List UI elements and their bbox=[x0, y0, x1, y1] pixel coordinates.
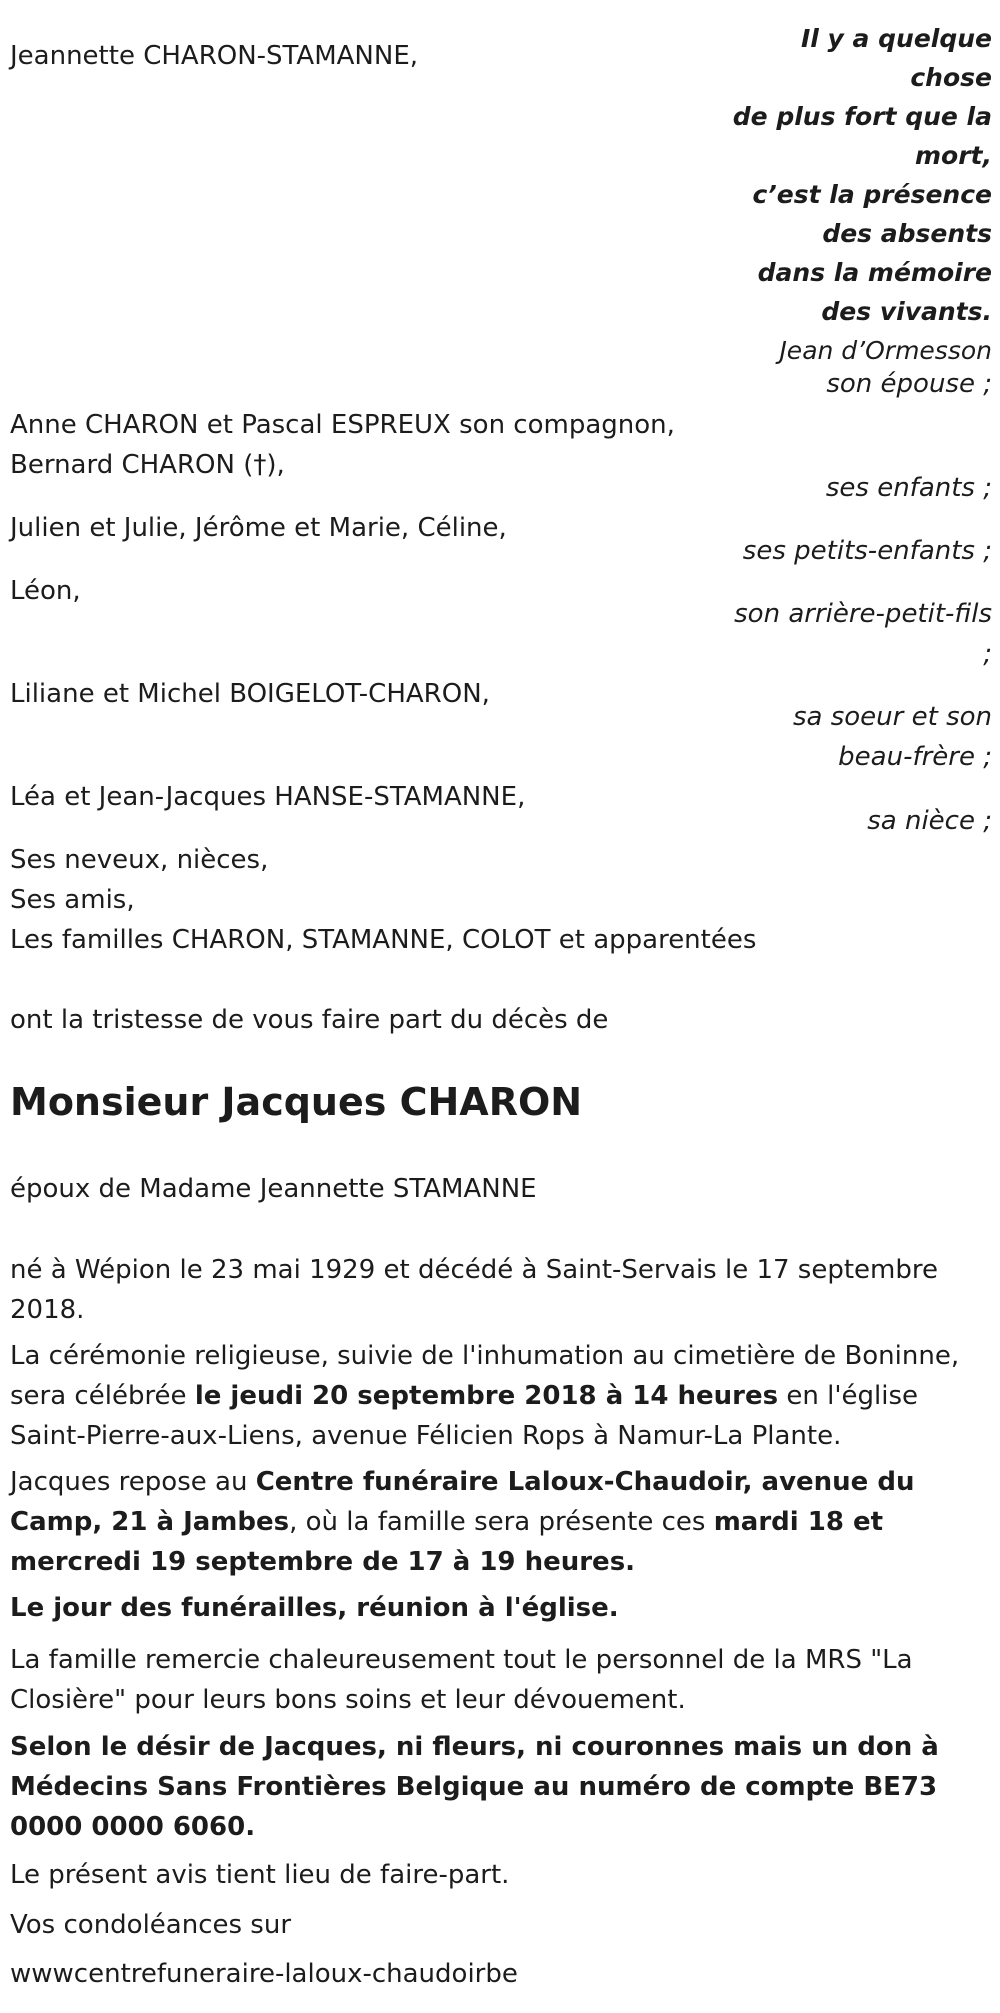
niece-names: Léa et Jean-Jacques HANSE-STAMANNE, bbox=[10, 782, 526, 812]
role-sister-line-2: beau-frère ; bbox=[838, 742, 992, 772]
others-line-3: Les familles CHARON, STAMANNE, COLOT et apparentées bbox=[10, 925, 757, 955]
quote-author: Jean d’Ormesson bbox=[779, 336, 992, 365]
children-line-1: Anne CHARON et Pascal ESPREUX son compagnon, bbox=[10, 410, 675, 440]
repose-text: Jacques repose au bbox=[10, 1467, 256, 1497]
role-grandchildren: ses petits-enfants ; bbox=[742, 536, 992, 566]
quote-line: des vivants. bbox=[821, 297, 992, 326]
quote-block bbox=[692, 19, 992, 370]
repose-paragraph bbox=[10, 1462, 985, 1582]
role-sister-line-1: sa soeur et son bbox=[792, 702, 992, 732]
announcement: ont la tristesse de vous faire part du décès de bbox=[10, 1005, 609, 1035]
spouse-name: Jeannette CHARON-STAMANNE, bbox=[10, 41, 419, 71]
repose-hours: mardi 18 et mercredi 19 septembre de 17 à 19 heures. bbox=[10, 1507, 884, 1577]
repose-text-middle: , où la famille sera présente ces bbox=[289, 1507, 714, 1537]
thanks-paragraph: La famille remercie chaleureusement tout le personnel de la MRS "La Closière" pour leurs bons soins et leur dévouement. bbox=[10, 1645, 913, 1715]
sister-names: Liliane et Michel BOIGELOT-CHARON, bbox=[10, 679, 490, 709]
quote-line: de plus fort que la bbox=[732, 102, 992, 131]
role-children: ses enfants ; bbox=[825, 473, 992, 503]
role-niece: sa nièce ; bbox=[867, 806, 992, 836]
quote-line: mort, bbox=[914, 141, 992, 170]
ceremony-date: le jeudi 20 septembre 2018 à 14 heures bbox=[194, 1381, 779, 1411]
ceremony-location: en l'église Saint-Pierre-aux-Liens, avenue Félicien Rops à Namur-La Plante. bbox=[10, 1381, 918, 1451]
quote-line: c’est la présence bbox=[752, 180, 992, 209]
grandchildren-names: Julien et Julie, Jérôme et Marie, Céline, bbox=[10, 513, 507, 543]
quote-line: des absents bbox=[822, 219, 992, 248]
deceased-spouse: époux de Madame Jeannette STAMANNE bbox=[10, 1174, 537, 1204]
donation-paragraph: Selon le désir de Jacques, ni fleurs, ni couronnes mais un don à Médecins Sans Frontières Belgique au numéro de compte BE73 0000 0000 6060. bbox=[10, 1732, 939, 1842]
ceremony-text: La cérémonie religieuse, suivie de l'inhumation au cimetière de Boninne, sera célébrée bbox=[10, 1341, 960, 1411]
notice: Le présent avis tient lieu de faire-part. bbox=[10, 1860, 510, 1890]
role-spouse: son épouse ; bbox=[826, 369, 992, 399]
role-great-grandson-line-1: son arrière-petit-fils bbox=[734, 599, 992, 629]
ceremony-paragraph bbox=[10, 1336, 985, 1456]
condolences-url[interactable]: wwwcentrefuneraire-laloux-chaudoirbe bbox=[10, 1959, 518, 1989]
role-great-grandson-line-2: ; bbox=[983, 639, 992, 669]
funeral-meeting: Le jour des funérailles, réunion à l'église. bbox=[10, 1593, 619, 1623]
children-line-2: Bernard CHARON (†), bbox=[10, 450, 285, 480]
repose-location: Centre funéraire Laloux-Chaudoir, avenue du Camp, 21 à Jambes bbox=[10, 1467, 915, 1537]
quote-line: dans la mémoire bbox=[757, 258, 992, 287]
condolences-label: Vos condoléances sur bbox=[10, 1910, 292, 1940]
quote-line: chose bbox=[910, 63, 992, 92]
great-grandson-name: Léon, bbox=[10, 576, 81, 606]
quote-line: Il y a quelque bbox=[800, 24, 992, 53]
deceased-name: Monsieur Jacques CHARON bbox=[10, 1080, 583, 1124]
others-line-1: Ses neveux, nièces, bbox=[10, 845, 269, 875]
birth-death: né à Wépion le 23 mai 1929 et décédé à Saint-Servais le 17 septembre 2018. bbox=[10, 1255, 938, 1325]
others-line-2: Ses amis, bbox=[10, 885, 135, 915]
